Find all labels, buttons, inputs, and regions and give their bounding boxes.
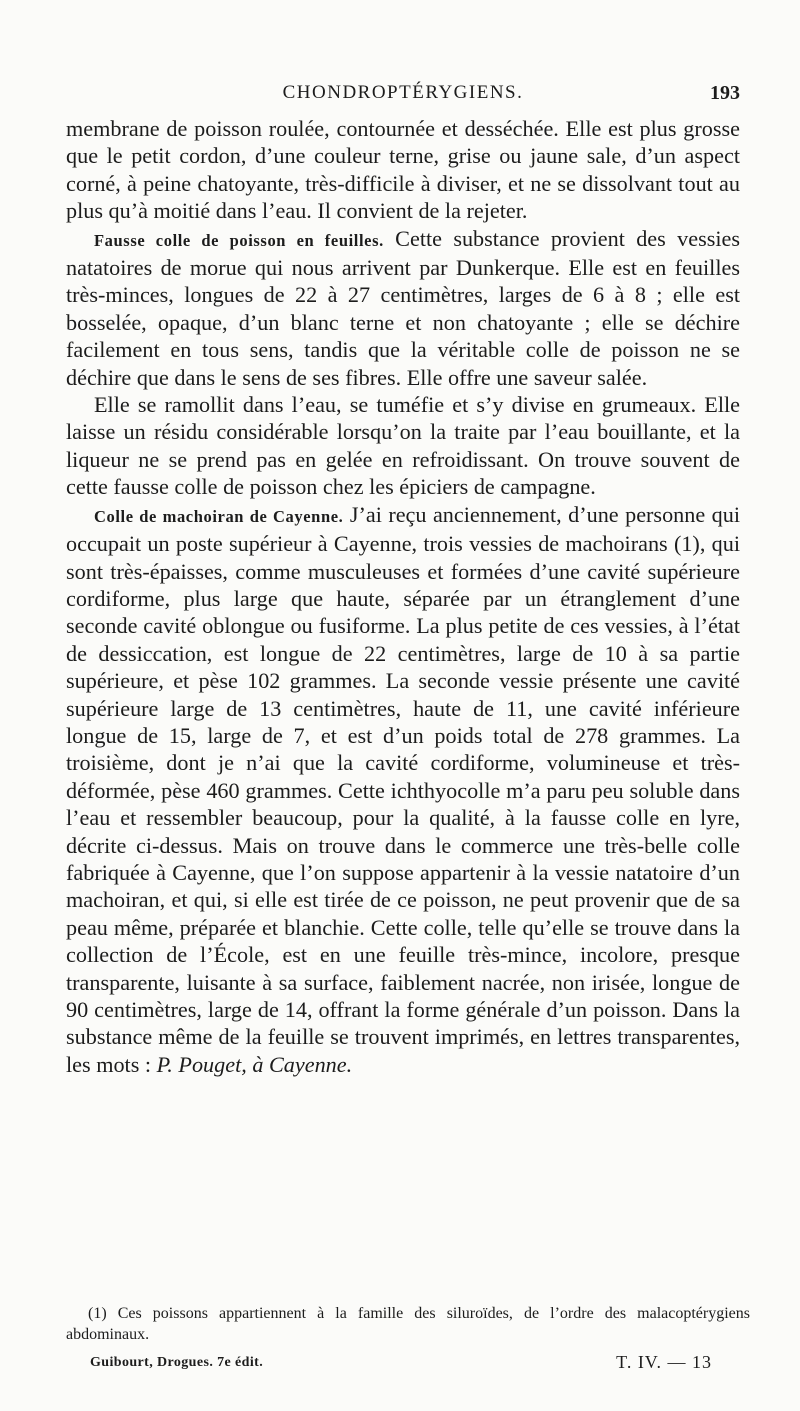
footnote-text: (1) Ces poissons appartiennent à la famille des siluroïdes, de l’ordre des malacoptérygiens abdominaux. <box>66 1305 750 1343</box>
paragraph-3 <box>66 391 740 501</box>
paragraph-4-italic-words: P. Pouget, à Cayenne. <box>156 1051 353 1077</box>
paragraph-2-text: Cette substance provient des vessies natatoires de morue qui nous arrivent par Dunkerque. Elle est en feuilles très-minces, longues de 22 à 27 centimètres, larges de 6 à 8 ; elle est bosselée, opaque, d’un blanc terne et non chatoyante ; elle se déchire facilement en tous sens, tandis que la véritable colle de poisson ne se déchire que dans le sens de ses fibres. Elle offre une saveur salée. <box>66 225 740 390</box>
footer-volume: T. IV. — 13 <box>616 1352 712 1372</box>
paragraph-4 <box>66 501 740 1079</box>
paragraph-3-text: Elle se ramollit dans l’eau, se tuméfie et s’y divise en grumeaux. Elle laisse un résidu considérable lorsqu’on la traite par l’eau bouillante, et la liqueur ne se prend pas en gelée en refroidissant. On trouve souvent de cette fausse colle de poisson chez les épiciers de campagne. <box>66 392 740 500</box>
body-text <box>66 115 740 1078</box>
section-heading-fausse-colle: Fausse colle de poisson en feuilles. <box>94 230 384 250</box>
running-head <box>66 82 740 112</box>
section-heading-colle-machoiran: Colle de machoiran de Cayenne. <box>94 506 344 526</box>
footer-signature: Guibourt, Drogues. 7e édit. <box>90 1355 264 1370</box>
page-footer <box>90 1352 712 1376</box>
footnote <box>66 1303 750 1345</box>
paragraph-1-text: membrane de poisson roulée, contournée et desséchée. Elle est plus grosse que le petit cordon, d’une couleur terne, grise ou jaune sale, d’un aspect corné, à peine chatoyante, très-difficile à diviser, et ne se dissolvant tout au plus qu’à moitié dans l’eau. Il convient de la rejeter. <box>66 116 740 224</box>
page-number: 193 <box>710 82 740 104</box>
paragraph-2 <box>66 225 740 391</box>
paragraph-1 <box>66 115 740 225</box>
paragraph-4-text: J’ai reçu anciennement, d’une personne qui occupait un poste supérieur à Cayenne, trois vessies de machoirans (1), qui sont très-épaisses, comme musculeuses et formées d’une cavité supérieure cordiforme, plus large que haute, séparée par un étranglement d’une seconde cavité oblongue ou fusiforme. La plus petite de ces vessies, à l’état de dessiccation, est longue de 22 centimètres, large de 10 à sa partie supérieure, et pèse 102 grammes. La seconde vessie présente une cavité supérieure large de 13 centimètres, haute de 11, une cavité inférieure longue de 15, large de 7, et est d’un poids total de 278 grammes. La troisième, dont je n’ai que la cavité cordiforme, volumineuse et très-déformée, pèse 460 grammes. Cette ichthyocolle m’a paru peu soluble dans l’eau et ressembler beaucoup, pour la qualité, à la fausse colle en lyre, décrite ci-dessus. Mais on trouve dans le commerce une très-belle colle fabriquée à Cayenne, que l’on suppose appartenir à la vessie natatoire d’un machoiran, et qui, si elle est tirée de ce poisson, ne peut provenir que de sa peau même, préparée et blanchie. Cette colle, telle qu’elle se trouve dans la collection de l’École, est en une feuille très-mince, incolore, presque transparente, luisante à sa surface, faiblement nacrée, non irisée, longue de 90 centimètres, large de 14, offrant la forme générale d’un poisson. Dans la substance même de la feuille se trouvent imprimés, en lettres transparentes, les mots : <box>66 501 740 1077</box>
running-title: CHONDROPTÉRYGIENS. <box>282 82 524 103</box>
